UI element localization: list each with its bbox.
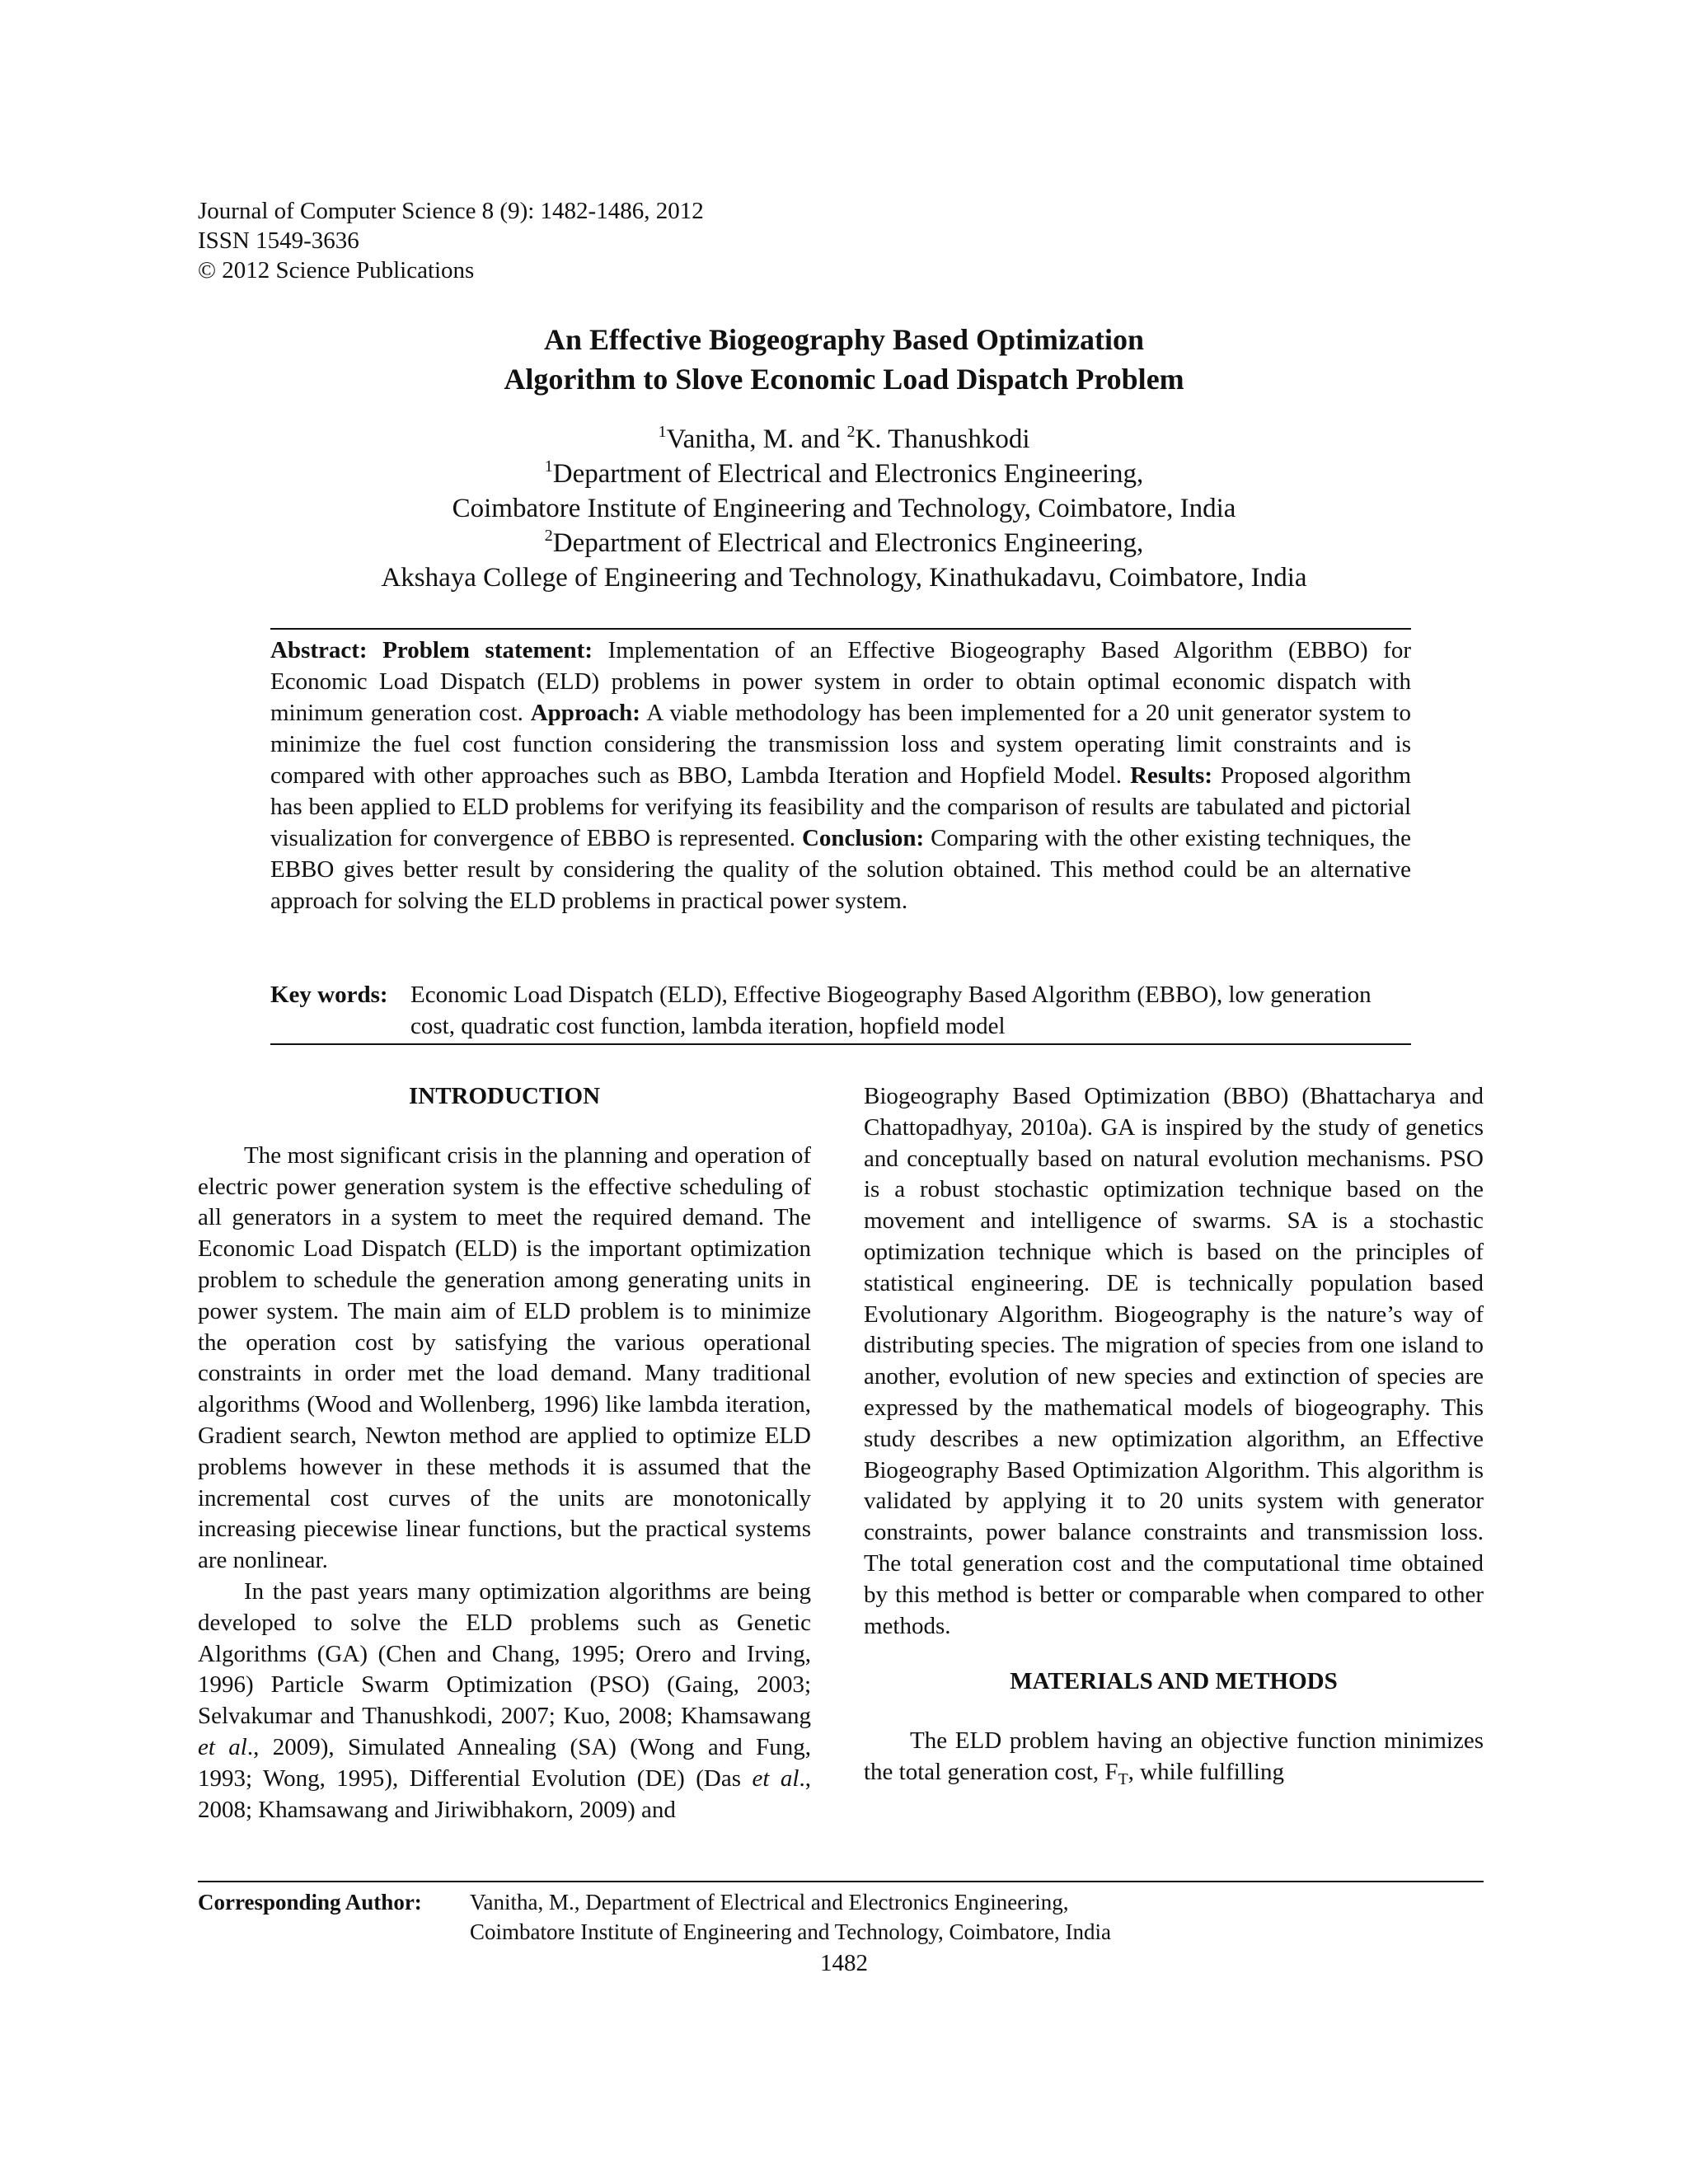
keywords-bottom-rule bbox=[270, 1043, 1411, 1045]
methods-p1-part-b: , while fulfilling bbox=[1128, 1758, 1284, 1785]
corresponding-author-label: Corresponding Author: bbox=[198, 1890, 422, 1915]
author-2: K. Thanushkodi bbox=[855, 424, 1030, 454]
journal-issn: ISSN 1549-3636 bbox=[198, 227, 359, 254]
affiliation-1-line-1 bbox=[0, 457, 1688, 491]
corresponding-author-line-2: Coimbatore Institute of Engineering and Technology, Coimbatore, India bbox=[470, 1919, 1111, 1944]
section-spacer bbox=[864, 1642, 1484, 1666]
results-text: Proposed algorithm has been applied to ELD problems for verifying its feasibility and the comparison of results are tabulated and pictorial visualization for convergence of EBBO is represented. bbox=[270, 762, 1412, 851]
author1-marker: 1 bbox=[658, 423, 667, 441]
problem-statement-label: Problem statement: bbox=[382, 637, 593, 663]
keywords-text: Economic Load Dispatch (ELD), Effective Biogeography Based Algorithm (EBBO), low generation cost, quadratic cost function, lambda iteration, hopfield model bbox=[410, 982, 1372, 1039]
author-1: Vanitha, M. and bbox=[666, 424, 847, 454]
affiliation-2-line-2: Akshaya College of Engineering and Technology, Kinathukadavu, Coimbatore, India bbox=[381, 563, 1307, 593]
problem-statement-text: Implementation of an Effective Biogeography Based Algorithm (EBBO) for Economic Load Dispatch (ELD) problems in power system in order to obtain optimal economic dispatch with minimum generation cost. bbox=[270, 637, 1412, 726]
journal-citation: Journal of Computer Science 8 (9): 1482-1486, 2012 bbox=[198, 198, 704, 224]
paper-title bbox=[0, 320, 1688, 399]
affiliation-1-line-2: Coimbatore Institute of Engineering and Technology, Coimbatore, India bbox=[452, 494, 1236, 523]
approach-label: Approach: bbox=[530, 700, 640, 726]
corresponding-author-text bbox=[470, 1887, 1111, 1947]
abstract-label: Abstract: bbox=[270, 637, 368, 663]
methods-p1-subscript: T bbox=[1118, 1769, 1128, 1788]
author-names bbox=[0, 422, 1688, 457]
approach-text: A viable methodology has been implemented for a 20 unit generator system to minimize the fuel cost function considering the transmission loss and system operating limit constraints and is compared with other approaches such as BBO, Lambda Iteration and Hopfield Model. bbox=[270, 700, 1411, 789]
introduction-paragraph-1: The most significant crisis in the planning and operation of electric power generation system is the effective scheduling of all generators in a system to meet the required demand. The Economic Load Dispatch (ELD) is the important optimization problem to schedule the generation among generating units in power system. The main aim of ELD problem is to minimize the operation cost by satisfying the various operational constraints in order met the load demand. Many traditional algorithms (Wood and Wollenberg, 1996) like lambda iteration, Gradient search, Newton method are applied to optimize ELD problems however in these methods it is assumed that the incremental cost curves of the units are monotonically increasing piecewise linear functions, but the practical systems are nonlinear. bbox=[198, 1141, 811, 1574]
abstract-top-rule bbox=[270, 628, 1411, 630]
introduction-paragraph-2 bbox=[198, 1577, 811, 1825]
conclusion-text: Comparing with the other existing techniques, the EBBO gives better result by considering the quality of the solution obtained. This method could be an alternative approach for solving the ELD problems in practical power system. bbox=[270, 825, 1411, 914]
corresponding-author-line-1: Vanitha, M., Department of Electrical and Electronics Engineering, bbox=[470, 1890, 1069, 1915]
conclusion-label: Conclusion: bbox=[801, 825, 925, 851]
affiliation-1-marker: 1 bbox=[544, 457, 553, 476]
introduction-paragraph-3: Biogeography Based Optimization (BBO) (Bhattacharya and Chattopadhyay, 2010a). GA is inspired by the study of genetics and conceptually based on natural evolution mechanisms. PSO is a robust stochastic optimization technique based on the movement and intelligence of swarms. SA is a stochastic optimization technique which is based on the principles of statistical engineering. DE is technically population based Evolutionary Algorithm. Biogeography is the nature’s way of distributing species. The migration of species from one island to another, evolution of new species and extinction of species are expressed by the mathematical models of biogeography. This study describes a new optimization algorithm, an Effective Biogeography Based Optimization Algorithm. This algorithm is validated by applying it to 20 units system with generator constraints, power balance constraints and transmission loss. The total generation cost and the computational time obtained by this method is better or comparable when compared to other methods. bbox=[864, 1083, 1484, 1639]
left-column bbox=[198, 1081, 811, 1825]
right-column bbox=[864, 1081, 1484, 1788]
journal-copyright: © 2012 Science Publications bbox=[198, 257, 475, 284]
keywords-label: Key words: bbox=[270, 982, 388, 1008]
author2-marker: 2 bbox=[846, 423, 856, 441]
intro-p2-etal-1: et al bbox=[198, 1733, 247, 1760]
authors-affiliations bbox=[0, 422, 1688, 595]
intro-p2-part-a: In the past years many optimization algorithms are being developed to solve the ELD problems such as Genetic Algorithms (GA) (Chen and Chang, 1995; Orero and Irving, 1996) Particle Swarm Optimization (PSO) (Gaing, 2003; Selvakumar and Thanushkodi, 2007; Kuo, 2008; Khamsawang bbox=[198, 1577, 811, 1730]
corresponding-author bbox=[198, 1887, 1111, 1947]
methods-heading: MATERIALS AND METHODS bbox=[1010, 1668, 1338, 1695]
affiliation-2-marker: 2 bbox=[544, 527, 553, 545]
title-line-2: Algorithm to Slove Economic Load Dispatch Problem bbox=[504, 363, 1184, 396]
affiliation-2-department: Department of Electrical and Electronics Engineering, bbox=[552, 528, 1144, 558]
intro-p2-part-c: ., 2008; Khamsawang and Jiriwibhakorn, 2009) and bbox=[198, 1765, 811, 1823]
results-label: Results: bbox=[1130, 762, 1212, 789]
abstract bbox=[270, 635, 1411, 916]
keywords bbox=[270, 979, 1411, 1042]
page-number: 1482 bbox=[820, 1950, 868, 1976]
affiliation-2-line-1 bbox=[0, 526, 1688, 560]
affiliation-1-department: Department of Electrical and Electronics Engineering, bbox=[552, 459, 1144, 489]
intro-p2-part-b: ., 2009), Simulated Annealing (SA) (Wong and Fung, 1993; Wong, 1995), Differential Evolution (DE) (Das bbox=[198, 1733, 811, 1792]
introduction-heading: INTRODUCTION bbox=[408, 1083, 601, 1109]
journal-header bbox=[198, 196, 704, 285]
methods-paragraph-1 bbox=[864, 1726, 1484, 1788]
abstract-paragraph bbox=[270, 635, 1411, 916]
methods-p1-part-a: The ELD problem having an objective function minimizes the total generation cost, F bbox=[864, 1727, 1484, 1785]
title-line-1: An Effective Biogeography Based Optimization bbox=[544, 323, 1144, 356]
intro-p2-etal-2: et al bbox=[752, 1765, 799, 1792]
footer-rule bbox=[198, 1881, 1484, 1882]
